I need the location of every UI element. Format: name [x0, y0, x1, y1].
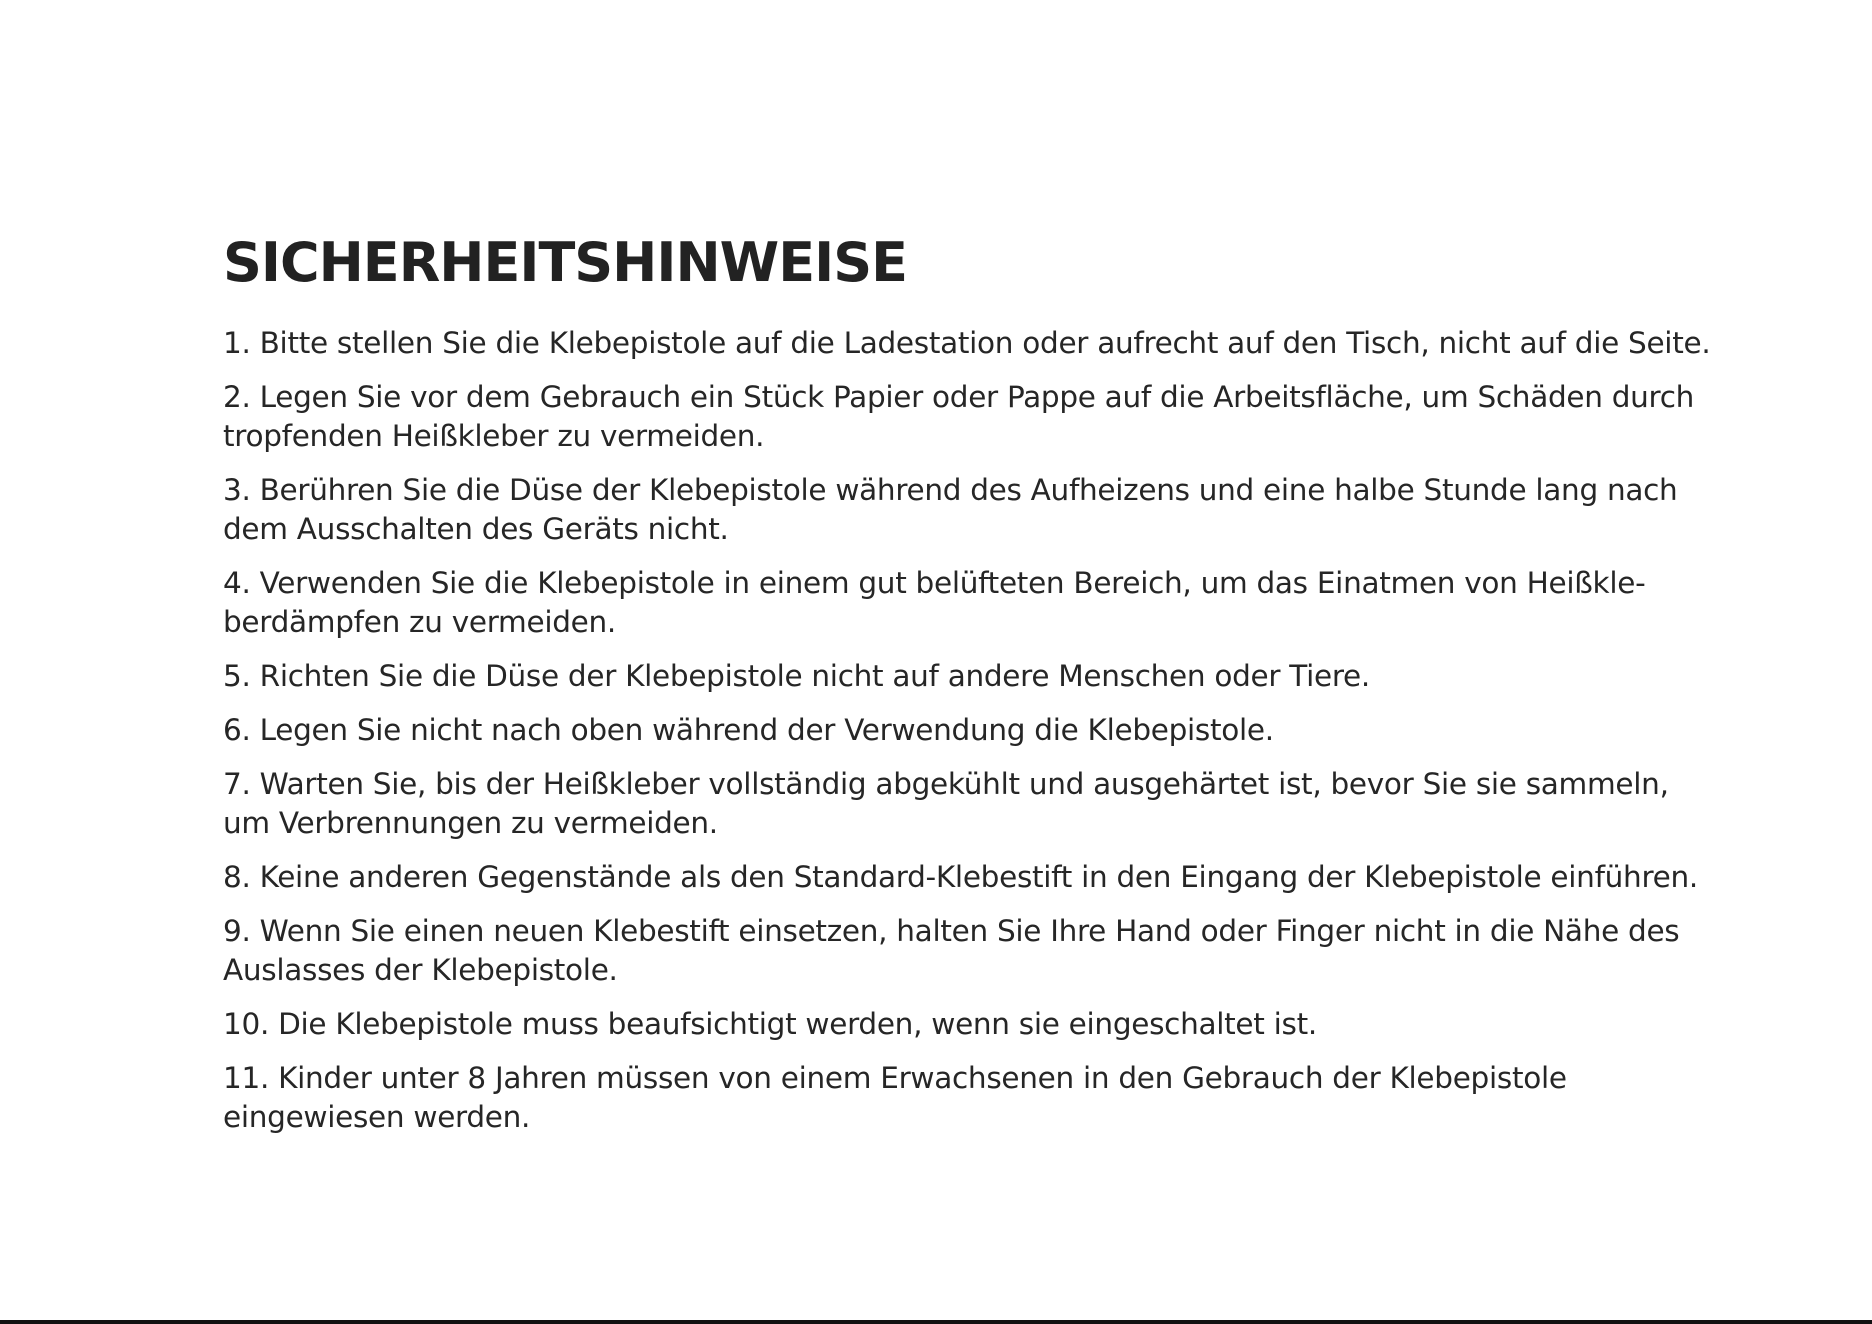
- safety-instruction-item: 4. Verwenden Sie die Klebepistole in einem gut belüfteten Bereich, um das Einatmen von Heißkle-berdämpfen zu vermeiden.: [223, 566, 1646, 639]
- section-title: SICHERHEITSHINWEISE: [223, 231, 907, 294]
- safety-instruction-item: 1. Bitte stellen Sie die Klebepistole auf die Ladestation oder aufrecht auf den Tisch, nicht auf die Seite.: [223, 326, 1711, 360]
- safety-instruction-item: 10. Die Klebepistole muss beaufsichtigt werden, wenn sie eingeschaltet ist.: [223, 1007, 1317, 1041]
- safety-instruction-item: 9. Wenn Sie einen neuen Klebestift einsetzen, halten Sie Ihre Hand oder Finger nicht in die Nähe des Auslasses der Klebepistole.: [223, 914, 1680, 987]
- safety-instruction-item: 7. Warten Sie, bis der Heißkleber vollständig abgekühlt und ausgehärtet ist, bevor Sie sie sammeln, um Verbrennungen zu vermeiden.: [223, 767, 1669, 840]
- safety-instruction-item: 2. Legen Sie vor dem Gebrauch ein Stück Papier oder Pappe auf die Arbeitsfläche, um Schäden durch tropfenden Heißkleber zu vermeiden.: [223, 380, 1695, 453]
- safety-instruction-item: 8. Keine anderen Gegenstände als den Standard-Klebestift in den Eingang der Klebepistole einführen.: [223, 860, 1698, 894]
- safety-instruction-item: 5. Richten Sie die Düse der Klebepistole nicht auf andere Menschen oder Tiere.: [223, 659, 1370, 693]
- safety-instruction-item: 6. Legen Sie nicht nach oben während der Verwendung die Klebepistole.: [223, 713, 1274, 747]
- safety-instruction-item: 3. Berühren Sie die Düse der Klebepistole während des Aufheizens und eine halbe Stunde lang nach dem Ausschalten des Geräts nicht.: [223, 473, 1678, 546]
- bottom-border-rule: [0, 1320, 1872, 1324]
- safety-instruction-item: 11. Kinder unter 8 Jahren müssen von einem Erwachsenen in den Gebrauch der Klebepistole eingewiesen werden.: [223, 1061, 1567, 1134]
- safety-instructions-list: [223, 324, 1723, 1137]
- safety-section: [223, 228, 1723, 1152]
